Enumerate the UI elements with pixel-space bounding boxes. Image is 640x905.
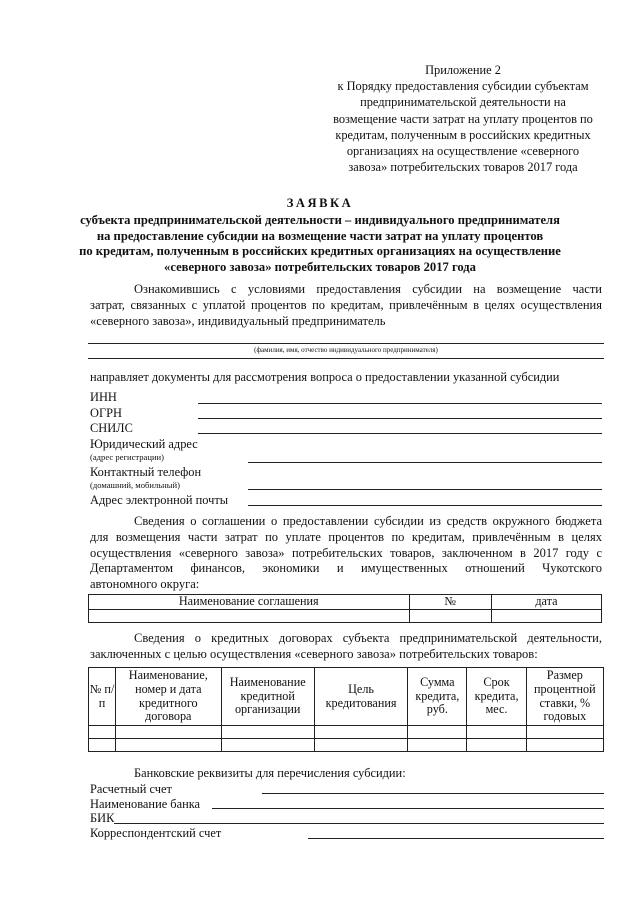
table-cell[interactable] <box>221 726 314 739</box>
email-label: Адрес электронной почты <box>90 493 229 507</box>
credits-line: заключенных с целью осуществления «северного завоза» потребительских товаров: <box>90 646 538 661</box>
table-row <box>89 609 602 622</box>
intro-line: Ознакомившись с условиями предоставления субсидии на возмещение части <box>134 282 602 296</box>
agreement-line: для возмещения части затрат по уплате процентов по кредитам, привлечённым в целях <box>90 529 602 544</box>
table-cell[interactable] <box>89 726 116 739</box>
table-cell[interactable] <box>116 739 221 752</box>
bank-name-label: Наименование банка <box>90 797 201 811</box>
agreement-line: Сведения о соглашении о предоставлении субсидии из средств окружного бюджета <box>134 514 602 528</box>
sends-documents-text: направляет документы для рассмотрения вопроса о предоставлении указанной субсидии <box>90 370 560 384</box>
col-term-header: Срок кредита, мес. <box>467 668 526 726</box>
title-line: «северного завоза» потребительских товаров 2017 года <box>164 259 476 274</box>
agreement-date-header: дата <box>491 595 601 610</box>
phone-label: Контактный телефон <box>90 465 202 479</box>
ogrn-label: ОГРН <box>90 406 122 420</box>
table-cell[interactable] <box>116 726 221 739</box>
appendix-line: завоза» потребительских товаров 2017 года <box>348 160 578 175</box>
phone-note: (домашний, мобильный) <box>90 480 181 490</box>
agreement-table <box>88 594 602 623</box>
table-row <box>89 726 604 739</box>
col-amount-header: Сумма кредита, руб. <box>408 668 467 726</box>
title-main: ЗАЯВКА <box>286 196 354 210</box>
table-cell[interactable] <box>408 726 467 739</box>
bank-details-intro: Банковские реквизиты для перечисления субсидии: <box>134 766 406 780</box>
table-cell[interactable] <box>526 726 603 739</box>
credits-table <box>88 667 604 752</box>
appendix-line: возмещение части затрат на уплату процентов по <box>333 111 593 126</box>
ogrn-input-line[interactable] <box>198 418 602 419</box>
snils-label: СНИЛС <box>90 421 133 435</box>
account-input-line[interactable] <box>262 793 604 794</box>
col-contract-header: Наименование, номер и дата кредитного договора <box>116 668 221 726</box>
col-purpose-header: Цель кредитования <box>314 668 407 726</box>
bik-label: БИК <box>90 811 115 825</box>
divider <box>88 358 604 359</box>
table-cell[interactable] <box>526 739 603 752</box>
snils-input-line[interactable] <box>198 433 602 434</box>
account-label: Расчетный счет <box>90 782 172 796</box>
title-line: на предоставление субсидии на возмещение части затрат на уплату процентов <box>96 228 544 243</box>
credits-paragraph <box>90 631 602 663</box>
agreement-line: автономного округа: <box>90 577 200 592</box>
agreement-number-header: № <box>409 595 491 610</box>
appendix-line: организациях на осуществление «северного <box>346 144 580 159</box>
legal-address-note: (адрес регистрации) <box>90 452 165 462</box>
title-line: по кредитам, полученным в российских кредитных организациях на осуществление <box>79 244 561 259</box>
col-bank-header: Наименование кредитной организации <box>221 668 314 726</box>
agreement-name-header: Наименование соглашения <box>89 595 410 610</box>
col-rate-header: Размер процентной ставки, % годовых <box>526 668 603 726</box>
title-line: субъекта предпринимательской деятельности – индивидуального предпринимателя <box>80 213 560 228</box>
bik-input-line[interactable] <box>114 823 604 824</box>
fio-input-line[interactable] <box>88 343 604 344</box>
bank-name-input-line[interactable] <box>212 808 604 809</box>
intro-line: затрат, связанных с уплатой процентов по кредитам, привлечённым в целях осуществления <box>90 297 602 312</box>
table-cell[interactable] <box>221 739 314 752</box>
agreement-line: Департаментом финансов, экономики и имущественных отношений Чукотского <box>90 561 602 576</box>
legal-address-input-line[interactable] <box>248 462 602 463</box>
table-header-row <box>89 595 602 610</box>
table-cell[interactable] <box>89 739 116 752</box>
corr-account-label: Корреспондентский счет <box>90 826 222 840</box>
document-title <box>60 196 580 275</box>
intro-paragraph <box>90 282 602 329</box>
table-header-row <box>89 668 604 726</box>
appendix-line: Приложение 2 <box>425 63 501 77</box>
agreement-line: осуществления «северного завоза» потребительских товаров, заключенном в 2017 году с <box>90 545 602 560</box>
table-cell[interactable] <box>491 609 601 622</box>
email-input-line[interactable] <box>248 505 602 506</box>
inn-input-line[interactable] <box>198 403 602 404</box>
table-cell[interactable] <box>409 609 491 622</box>
intro-line: «северного завоза», индивидуальный предприниматель <box>90 313 386 328</box>
phone-input-line[interactable] <box>248 489 602 490</box>
table-cell[interactable] <box>314 739 407 752</box>
credits-line: Сведения о кредитных договорах субъекта предпринимательской деятельности, <box>134 631 602 645</box>
corr-account-input-line[interactable] <box>308 838 604 839</box>
table-cell[interactable] <box>408 739 467 752</box>
agreement-paragraph <box>90 514 602 593</box>
table-cell[interactable] <box>89 609 410 622</box>
appendix-header <box>318 62 608 175</box>
table-cell[interactable] <box>314 726 407 739</box>
legal-address-label: Юридический адрес <box>90 437 198 451</box>
col-number-header: № п/п <box>89 668 116 726</box>
table-cell[interactable] <box>467 739 526 752</box>
table-cell[interactable] <box>467 726 526 739</box>
appendix-line: кредитам, полученным в российских кредитных <box>335 127 591 142</box>
table-row <box>89 739 604 752</box>
fio-caption: (фамилия, имя, отчество индивидуального предпринимателя) <box>254 346 438 354</box>
appendix-line: к Порядку предоставления субсидии субъектам <box>337 79 589 94</box>
appendix-line: предпринимательской деятельности на <box>360 95 566 110</box>
inn-label: ИНН <box>90 390 117 404</box>
